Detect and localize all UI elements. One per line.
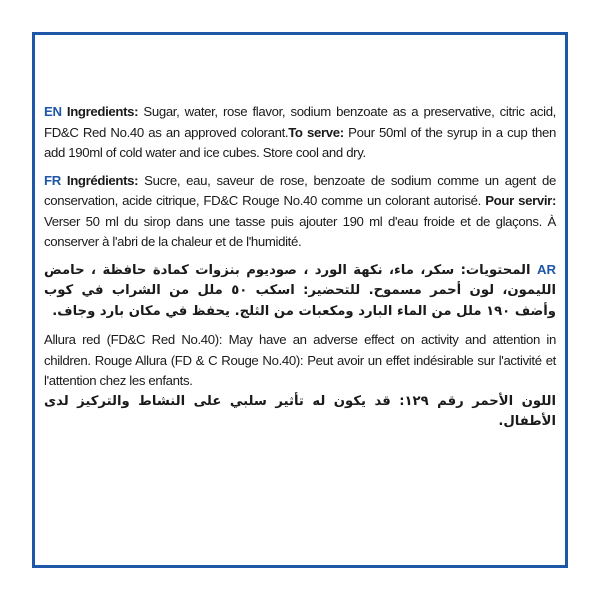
fr-ingredients-label: Ingrédients:	[66, 172, 139, 188]
fr-language-tag: FR	[44, 172, 61, 188]
colorant-warning-arabic: اللون الأحمر رقم ١٢٩: قد يكون له تأثير سلبي على النشاط والتركيز لدى الأطفال.	[44, 393, 556, 429]
french-ingredients	[44, 171, 556, 253]
en-serve-text: Pour 50ml of the syrup in a cup then add 190ml of cold water and ice cubes. Store cool and dry.	[44, 124, 556, 160]
english-ingredients	[44, 102, 556, 164]
en-ingredients-label: Ingredients:	[66, 104, 139, 119]
fr-serve-text: Verser 50 ml du sirop dans une tasse puis ajouter 190 ml d'eau froide et de glaçons. À conserver à l'abri de la chaleur et de l'humidité.	[44, 213, 556, 249]
arabic-ingredients	[44, 260, 556, 323]
en-language-tag: EN	[44, 104, 62, 119]
colorant-warning: Allura red (FD&C Red No.40): May have an adverse effect on activity and attention in children. Rouge Allura (FD & C Rouge No.40): Peut avoir un effet indésirable sur l'activité et l'attention chez les enfants.	[44, 332, 556, 388]
ar-language-tag: AR	[536, 261, 557, 277]
fr-serve-label: Pour servir:	[485, 193, 556, 208]
fr-ingredients-text: Sucre, eau, saveur de rose, benzoate de sodium comme un agent de conservation, acide citrique, FD&C Rouge No.40 comme un colorant autorisé.	[44, 172, 556, 208]
label-content	[44, 102, 556, 433]
en-ingredients-text: Sugar, water, rose flavor, sodium benzoate as a preservative, citric acid, FD&C Red No.40 as an approved colorant.	[44, 104, 556, 140]
ar-ingredients-text: المحتويات: سكر، ماء، نكهة الورد ، صوديوم بنزوات كمادة حافظة ، حامض الليمون، لون أحمر مسموح. للتحضير: اسكب ٥٠ ملل من الشراب في كوب وأضف ١٩٠ ملل من الماء البارد ومكعبات من الثلج. يحفظ في مكان بارد وجاف.	[44, 262, 557, 319]
en-serve-label: To serve:	[288, 124, 344, 140]
